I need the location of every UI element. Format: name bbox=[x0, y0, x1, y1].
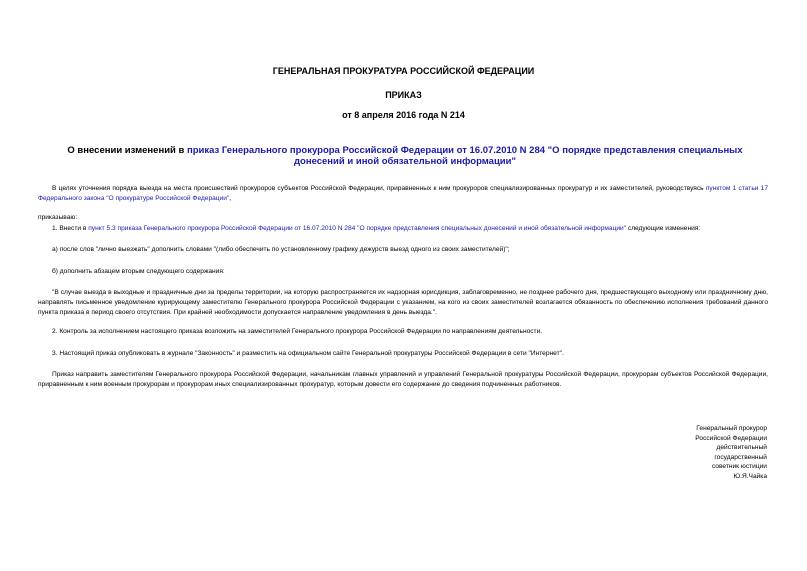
distribution-paragraph: Приказ направить заместителям Генерального прокурора Российской Федерации, начальникам главных управлений и управлений Генеральной прокуратуры Российской Федерации, прокурорам субъектов Российской Федерации, приравненным к ним военным прокурорам и прокурорам иных специализированных прокуратур, которым довести его содержание до сведения подчиненных работников. bbox=[38, 371, 768, 388]
title-link[interactable]: приказ Генерального прокурора Российской Федерации от 16.07.2010 N 284 "О порядке представления специальных донесений и иной обязательной информации" bbox=[187, 145, 743, 167]
signature-line: Генеральный прокурор bbox=[696, 425, 767, 432]
signature-line: государственный bbox=[714, 453, 767, 461]
signature-line: действительный bbox=[716, 444, 767, 451]
signature-line: Ю.Я.Чайка bbox=[733, 472, 767, 480]
intro-text: В целях уточнения порядка выезда на места происшествий прокуроров субъектов Российской Федерации, приравненных к ним прокуроров специализированных прокуратур и их заместителей, руководствуясь bbox=[52, 185, 706, 192]
item-b-paragraph: б) дополнить абзацем вторым следующего содержания: bbox=[52, 268, 225, 275]
signature-block bbox=[647, 424, 767, 481]
date-number-heading: от 8 апреля 2016 года N 214 bbox=[342, 110, 465, 120]
title-prefix: О внесении изменений в bbox=[67, 145, 187, 156]
item-1-link[interactable]: пункт 5.3 приказа Генерального прокурора Российской Федерации от 16.07.2010 N 284 "О порядке представления специальных донесений и иной обязательной информации" bbox=[88, 225, 627, 232]
document-title bbox=[50, 145, 760, 167]
order-word: приказываю: bbox=[38, 214, 78, 221]
signature-line: Российской Федерации bbox=[695, 434, 767, 442]
intro-law-link[interactable]: пунктом 1 статьи 17 Федерального закона "О прокуратуре Российской Федерации" bbox=[38, 185, 768, 202]
document-type-heading: ПРИКАЗ bbox=[385, 90, 422, 100]
organization-heading: ГЕНЕРАЛЬНАЯ ПРОКУРАТУРА РОССИЙСКОЙ ФЕДЕРАЦИИ bbox=[272, 66, 535, 76]
item-1-suffix: следующие изменения: bbox=[626, 225, 701, 232]
quote-paragraph: "В случае выезда в выходные и праздничные дни за пределы территории, на которую распространяется их надзорная юрисдикция, заблаговременно, не позднее рабочего дня, предшествующего выходному или праздничному дню, направлять письменное уведомление курирующему заместителю Генерального прокурора Российской Федерации с указанием, на кого из своих заместителей возлагается обязанность по обеспечению исполнения требований данного пункта приказа в период своего отсутствия. При крайней необходимости допускается направление уведомления в день выезда.". bbox=[38, 289, 768, 316]
signature-line: советник юстиции bbox=[711, 463, 767, 470]
item-3-paragraph: 3. Настоящий приказ опубликовать в журнале "Законность" и разместить на официальном сайте Генеральной прокуратуры Российской Федерации в сети "Интернет". bbox=[52, 350, 564, 357]
item-1-paragraph bbox=[38, 224, 768, 234]
item-2-paragraph: 2. Контроль за исполнением настоящего приказа возложить на заместителей Генерального прокурора Российской Федерации по направлениям деятельности. bbox=[52, 328, 543, 335]
item-a-paragraph: а) после слов "лично выезжать" дополнить словами "(либо обеспечить по установленному графику дежурств выезд одного из своих заместителей)"; bbox=[52, 246, 510, 253]
item-1-prefix: 1. Внести в bbox=[52, 225, 89, 232]
intro-end: , bbox=[229, 195, 232, 202]
intro-paragraph bbox=[38, 184, 768, 204]
